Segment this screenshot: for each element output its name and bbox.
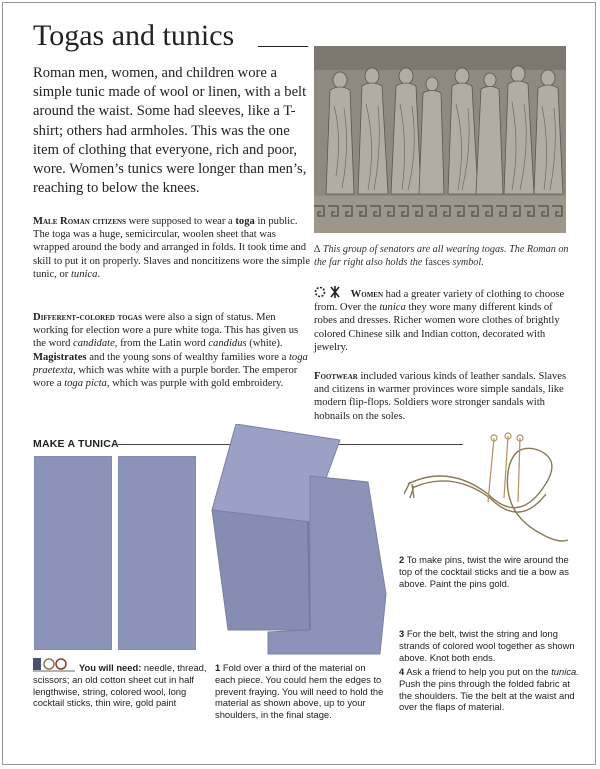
photo-caption [314, 243, 576, 269]
fasces-term: fasces [424, 257, 450, 268]
senators-relief-photo [314, 46, 566, 233]
footwear-lead: Footwear [314, 371, 358, 382]
cloth-panel-left [34, 456, 112, 650]
caption-symbol: ∆ [314, 244, 321, 255]
colored-lead: Different-colored togas [33, 312, 142, 323]
women-text-1: had a greater variety of clothing to choose from. Over the [314, 289, 565, 314]
colored-text-1: were also a sign of status. Men working for election wore a pure white toga. This has given us the word [33, 312, 299, 350]
male-text-2: in public. The toga was a huge, semicircular, woolen sheet that was wrapped around the body and arranged in folds. It took time and skill to put it on properly. Slaves and noncitizens wore the simple tunic, or [33, 216, 311, 280]
step-4-tunica-term: tunica. [551, 666, 579, 677]
colored-togas-paragraph [33, 311, 311, 390]
colored-text-5: , which was white with a purple border. The emperor wore a [33, 364, 298, 390]
step-2-text: To make pins, twist the wire around the top of the cocktail sticks and tie a bow as above. Paint the pins gold. [399, 554, 569, 589]
cloth-panel-right [118, 456, 196, 650]
step-2 [399, 554, 579, 589]
step-4-text-a: Ask a friend to help you put on the [404, 666, 552, 677]
colored-text-6: , which was purple with gold embroidery. [106, 378, 284, 390]
magistrates-term: Magistrates [33, 351, 87, 363]
page-title: Togas and tunics [33, 19, 235, 52]
step-2-number: 2 [399, 554, 405, 565]
women-tunica-term: tunica [379, 302, 406, 314]
male-text-1: were supposed to wear a [125, 216, 236, 227]
title-rule [258, 46, 308, 47]
need-label: You will need: [79, 662, 142, 673]
make-a-tunica-heading: MAKE A TUNICA [33, 438, 119, 450]
praetexta-term: toga praetexta [33, 351, 308, 376]
candidate-term: candidate, [73, 338, 118, 350]
step-4 [399, 666, 579, 713]
step-1 [215, 662, 387, 721]
picta-term: toga picta [64, 378, 107, 390]
colored-text-4: and the young sons of wealthy families wore a [86, 351, 289, 363]
caption-text-1: This group of senators are all wearing togas. The Roman on the far right also holds the [314, 244, 569, 268]
male-citizens-paragraph [33, 215, 311, 281]
footwear-paragraph [314, 370, 574, 423]
need-text: needle, thread, scissors; an old cotton sheet cut in half lengthwise, string, colored wool, long cocktail sticks, thin wire, gold paint [33, 662, 207, 709]
male-text-3: . [97, 268, 101, 280]
candidus-term: candidus [208, 338, 247, 350]
women-lead: Women [350, 289, 384, 300]
intro-paragraph: Roman men, women, and children wore a simple tunic made of wool or linen, with a belt around the waist. Some had sleeves, like a T-shirt; others had armholes. This was the one item of clothing that everyone, rich and poor, wore. Women’s tunics were longer than men’s, reaching to below the knees. [33, 65, 307, 197]
women-text-2: they wore many different kinds of robes and dresses. Richer women wore clothes of brightly colored Chinese silk and Indian cotton, decorated with jewelry. [314, 302, 560, 353]
step-4-text-b: Push the pins through the folded fabric at the shoulders. Tie the belt at the waist and over the flaps of material. [399, 677, 575, 713]
you-will-need-text [33, 662, 208, 709]
women-paragraph [314, 286, 574, 354]
step-4-number: 4 [399, 666, 405, 677]
caption-text-2: symbol. [449, 257, 484, 268]
male-toga-term: toga [235, 216, 255, 227]
step-3 [399, 628, 579, 663]
male-tunica-term: tunica [70, 268, 98, 280]
male-lead: Male Roman citizens [33, 216, 126, 227]
step-3-text: For the belt, twist the string and long strands of colored wool together as shown above. Knot both ends. [399, 628, 575, 663]
colored-text-2: from the Latin word [117, 338, 209, 350]
step-1-text: Fold over a third of the material on each piece. You could hem the edges to prevent fraying. You will need to hold the material as shown above, up to your shoulders, in the final stage. [215, 662, 384, 721]
step-3-number: 3 [399, 628, 405, 639]
step-1-number: 1 [215, 662, 221, 673]
colored-text-3: (white). [246, 338, 283, 350]
glossary-symbols-icon [314, 286, 348, 298]
pins-and-belt-image [404, 432, 574, 552]
footwear-text-1: included various kinds of leather sandals. Slaves and citizens in warmer provinces wore simple sandals, like modern flip-flops. Soldiers wore stronger sandals with hobnails on the soles. [314, 371, 567, 422]
folded-cloth [208, 424, 398, 658]
